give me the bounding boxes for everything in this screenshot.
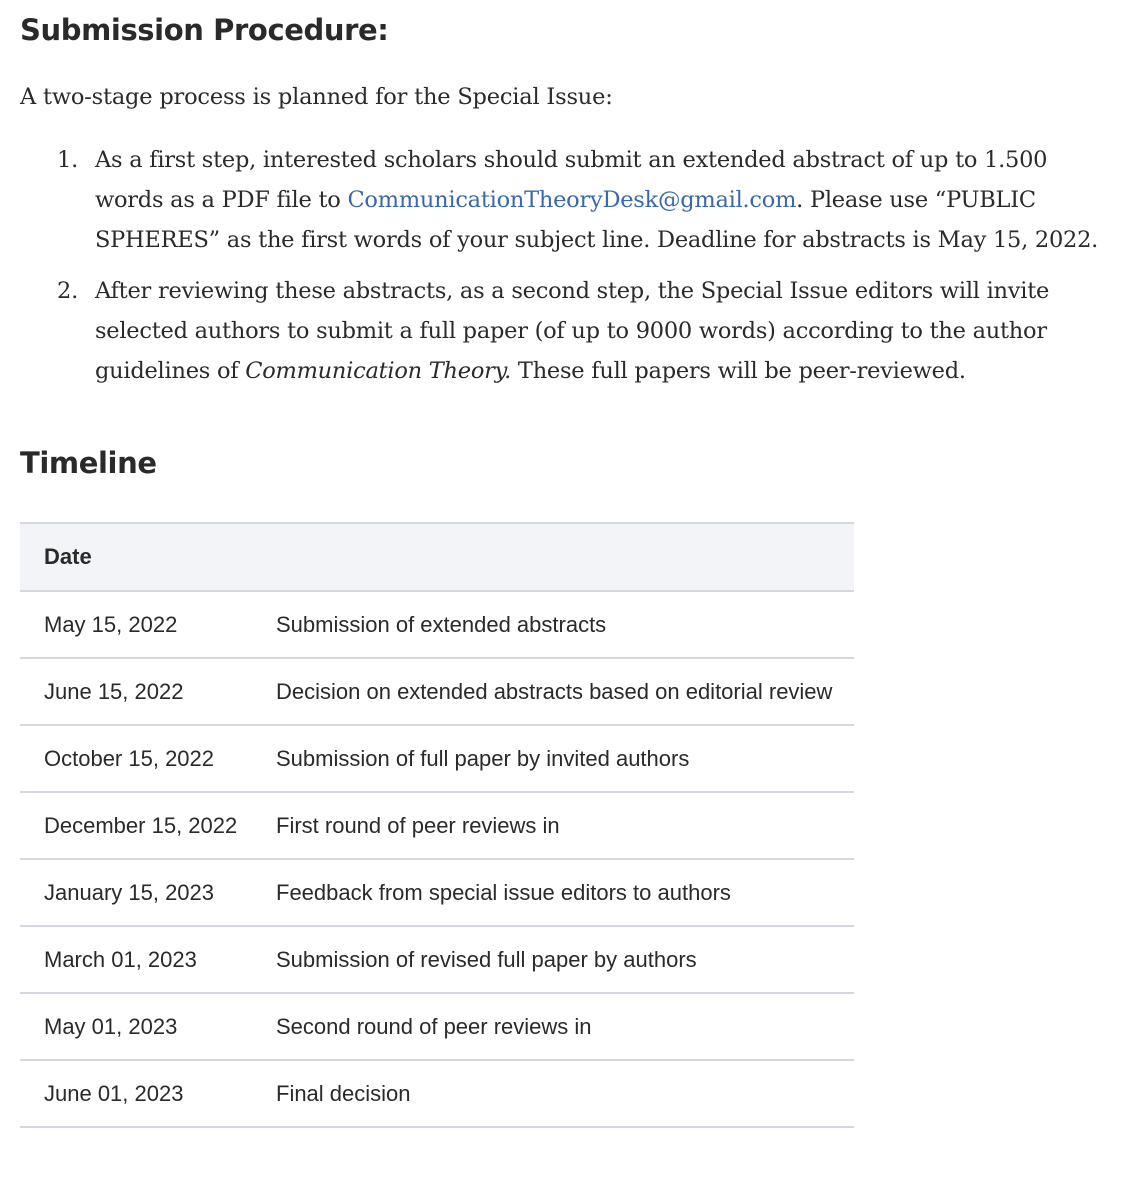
step-1-line-1: As a first step, interested scholars should submit an extended abstract of up to 1.500 — [95, 147, 1048, 173]
row-date: May 01, 2023 — [20, 993, 276, 1060]
step-1-line-2-after: . Please use “PUBLIC — [796, 187, 1036, 213]
step-2-line-3 — [95, 351, 1120, 391]
step-2-line-3-before: guidelines of — [95, 358, 246, 384]
row-event: Final decision — [276, 1060, 854, 1127]
table-row — [20, 859, 854, 926]
row-event: Second round of peer reviews in — [276, 993, 854, 1060]
row-event: Feedback from special issue editors to authors — [276, 859, 854, 926]
row-date: June 01, 2023 — [20, 1060, 276, 1127]
timeline-table-body — [20, 591, 854, 1127]
step-number: 2. — [57, 278, 78, 304]
row-date: June 15, 2022 — [20, 658, 276, 725]
timeline-table-header — [20, 523, 854, 591]
step-1-line-2-before: words as a PDF file to — [95, 187, 348, 213]
row-event: Submission of full paper by invited authors — [276, 725, 854, 792]
table-row — [20, 591, 854, 658]
step-2-line-2: selected authors to submit a full paper (of up to 9000 words) according to the author — [95, 318, 1047, 344]
row-date: March 01, 2023 — [20, 926, 276, 993]
submission-step-2 — [20, 271, 1120, 391]
submission-steps-list — [20, 140, 1120, 402]
submission-intro-text: A two-stage process is planned for the Special Issue: — [20, 84, 613, 110]
step-1-line-2 — [95, 180, 1120, 220]
table-row — [20, 1060, 854, 1127]
table-row — [20, 792, 854, 859]
row-date: December 15, 2022 — [20, 792, 276, 859]
table-row — [20, 926, 854, 993]
step-number: 1. — [57, 147, 78, 173]
journal-title: Communication Theory. — [245, 358, 512, 384]
timeline-table — [20, 522, 854, 1128]
row-event: Decision on extended abstracts based on editorial review — [276, 658, 854, 725]
row-event: Submission of extended abstracts — [276, 591, 854, 658]
step-2-line-3-after: These full papers will be peer-reviewed. — [511, 358, 966, 384]
row-date: May 15, 2022 — [20, 591, 276, 658]
step-2-line-1: After reviewing these abstracts, as a second step, the Special Issue editors will invite — [95, 278, 1050, 304]
step-1-line-3: SPHERES” as the first words of your subject line. Deadline for abstracts is May 15, 2022. — [95, 227, 1099, 253]
row-event: Submission of revised full paper by authors — [276, 926, 854, 993]
submission-step-1 — [20, 140, 1120, 260]
contact-email-link[interactable]: CommunicationTheoryDesk@gmail.com — [347, 187, 797, 213]
table-row — [20, 658, 854, 725]
table-row — [20, 725, 854, 792]
row-event: First round of peer reviews in — [276, 792, 854, 859]
timeline-heading: Timeline — [20, 446, 157, 480]
header-row — [20, 523, 854, 591]
row-date: October 15, 2022 — [20, 725, 276, 792]
submission-procedure-heading: Submission Procedure: — [20, 13, 389, 47]
row-date: January 15, 2023 — [20, 859, 276, 926]
table-row — [20, 993, 854, 1060]
column-header-date: Date — [20, 523, 854, 591]
